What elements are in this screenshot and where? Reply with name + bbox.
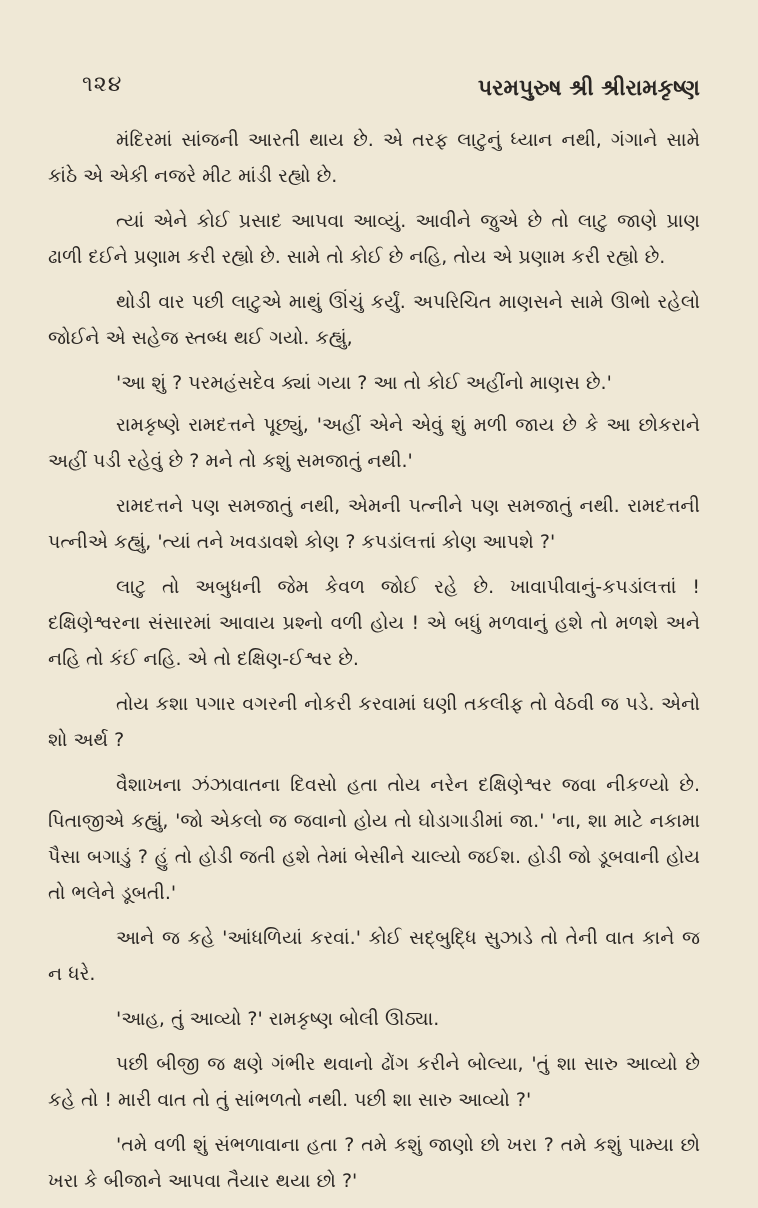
page-header — [82, 72, 700, 106]
paragraph: 'આ શું ? પરમહંસદેવ ક્યાં ગયા ? આ તો કોઈ અહીંનો માણસ છે.' — [116, 372, 612, 394]
paragraph: પછી બીજી જ ક્ષણે ગંભીર થવાનો ઢોંગ કરીને બોલ્યા, 'તું શા સારુ આવ્યો છે કહે તો ! મારી વાત તો તું સાંભળતો નથી. પછી શા સારુ આવ્યો ?' — [48, 1053, 700, 1111]
paragraph: 'આહ, તું આવ્યો ?' રામકૃષ્ણ બોલી ઊઠ્યા. — [116, 1008, 440, 1030]
paragraph: રામકૃષ્ણે રામદત્તને પૂછ્યું, 'અહીં એને એવું શું મળી જાય છે કે આ છોકરાને અહીં પડી રહેવું છે ? મને તો કશું સમજાતું નથી.' — [48, 414, 700, 472]
paragraph: રામદત્તને પણ સમજાતું નથી, એમની પત્નીને પણ સમજાતું નથી. રામદત્તની પત્નીએ કહ્યું, 'ત્યાં તને ખવડાવશે કોણ ? કપડાંલત્તાં કોણ આપશે ?' — [48, 495, 700, 553]
paragraph: 'તમે વળી શું સંભળાવાના હતા ? તમે કશું જાણો છો ખરા ? તમે કશું પામ્યા છો ખરા કે બીજાને આપવા તૈયાર થયા છો ?' — [48, 1134, 700, 1192]
paragraph: થોડી વાર પછી લાટુએ માથું ઊંચું કર્યું. અપરિચિત માણસને સામે ઊભો રહેલો જોઈને એ સહેજ સ્તબ્ધ થઈ ગયો. કહ્યું, — [48, 291, 700, 349]
page-number: ૧૨૪ — [82, 72, 123, 97]
paragraph: તોય કશા પગાર વગરની નોકરી કરવામાં ઘણી તકલીફ તો વેઠવી જ પડે. એનો શો અર્થ ? — [48, 693, 700, 751]
paragraph: ત્યાં એને કોઈ પ્રસાદ આપવા આવ્યું. આવીને જુએ છે તો લાટુ જાણે પ્રાણ ઢાળી દઈને પ્રણામ કરી રહ્યો છે. સામે તો કોઈ છે નહિ, તોય એ પ્રણામ કરી રહ્યો છે. — [48, 210, 700, 268]
paragraph: મંદિરમાં સાંજની આરતી થાય છે. એ તરફ લાટુનું ધ્યાન નથી, ગંગાને સામે કાંઠે એ એકી નજરે મીટ માંડી રહ્યો છે. — [48, 129, 700, 187]
paragraph: આને જ કહે 'આંધળિયાં કરવાં.' કોઈ સદ્‌બુદ્ધિ સુઝાડે તો તેની વાત કાને જ ન ધરે. — [48, 927, 700, 985]
page-body — [48, 122, 700, 1208]
paragraph: વૈશાખના ઝંઝાવાતના દિવસો હતા તોય નરેન દક્ષિણેશ્વર જવા નીકળ્યો છે. પિતાજીએ કહ્યું, 'જો એકલો જ જવાનો હોય તો ઘોડાગાડીમાં જા.' 'ના, શા માટે નકામા પૈસા બગાડું ? હું તો હોડી જતી હશે તેમાં બેસીને ચાલ્યો જઈશ. હોડી જો ડૂબવાની હોય તો ભલેને ડૂબતી.' — [48, 774, 700, 904]
paragraph: લાટુ તો અબુધની જેમ કેવળ જોઈ રહે છે. ખાવાપીવાનું-કપડાંલત્તાં ! દક્ષિણેશ્વરના સંસારમાં આવાય પ્રશ્નો વળી હોય ! એ બધું મળવાનું હશે તો મળશે અને નહિ તો કંઈ નહિ. એ તો દક્ષિણ-ઈશ્વર છે. — [48, 576, 700, 670]
running-title: પરમપુરુષ શ્રી શ્રીરામકૃષ્ણ — [477, 76, 700, 101]
